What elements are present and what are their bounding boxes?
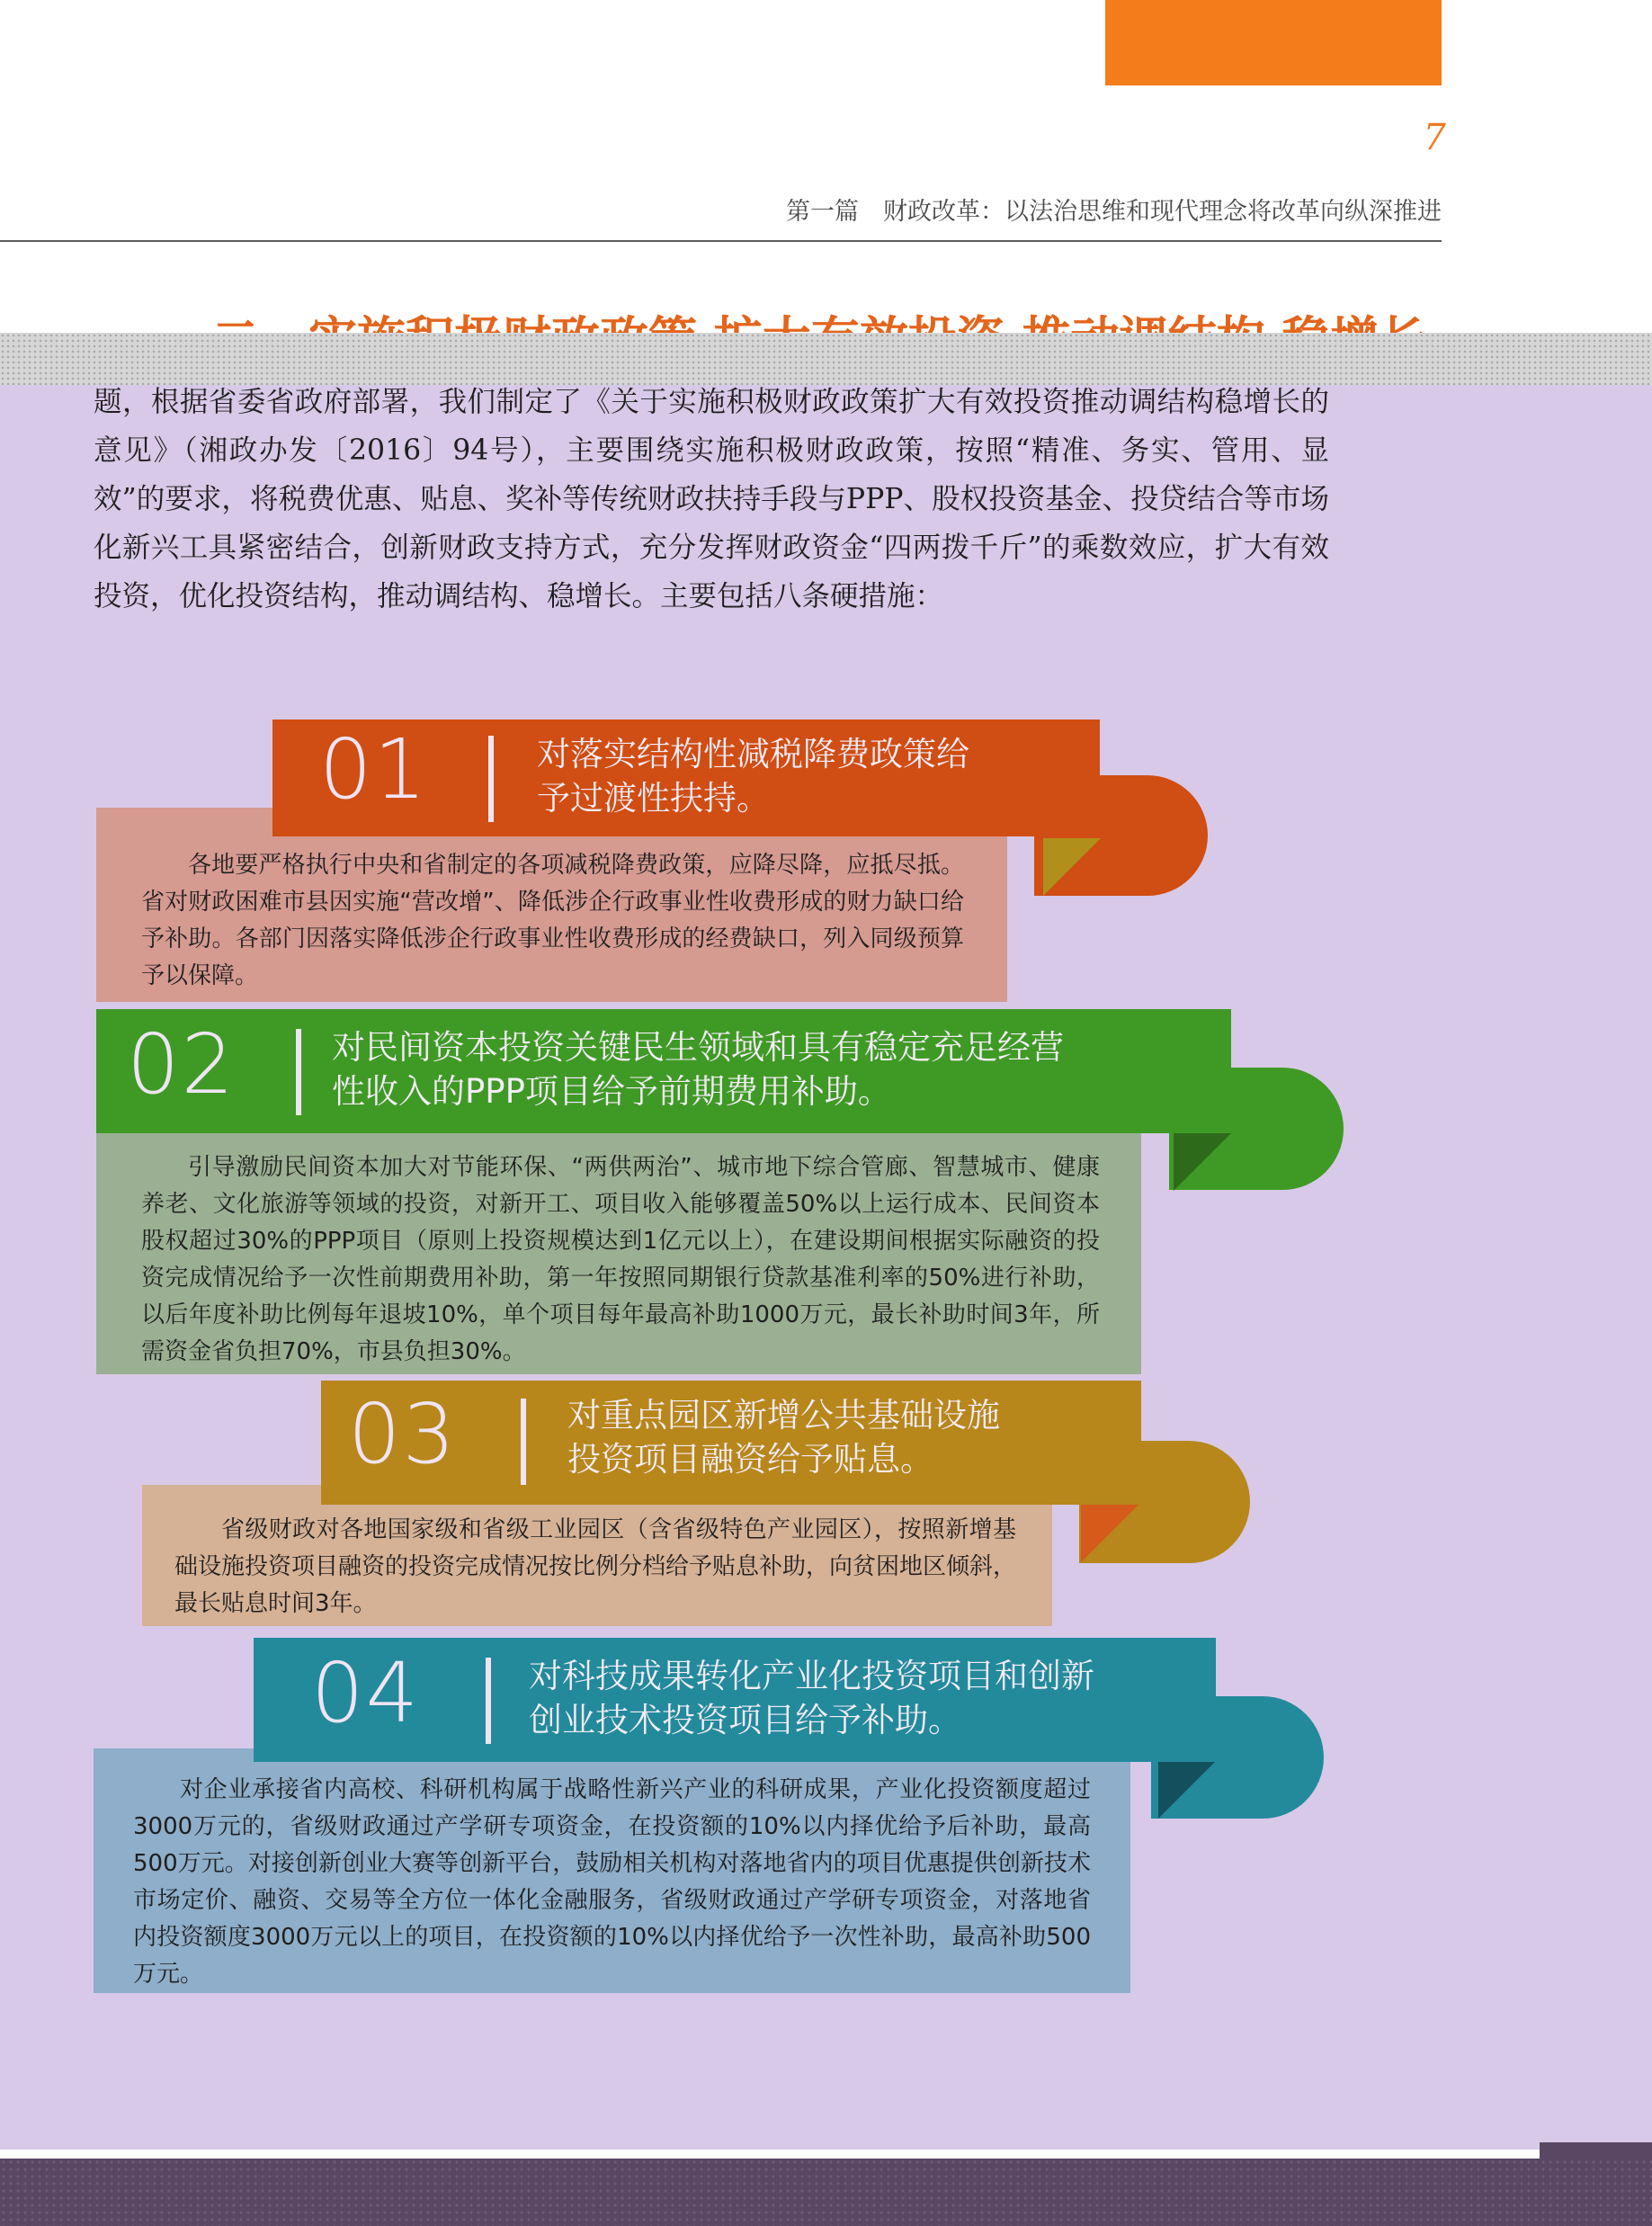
measure-number-04: 04	[311, 1645, 421, 1741]
measure-title-03-line2: 投资项目融资给予贴息。	[567, 1440, 933, 1479]
measure-number-01: 01	[319, 721, 429, 818]
measure-title-03-line1: 对重点园区新增公共基础设施	[567, 1396, 1000, 1435]
measure-text-03: 省级财政对各地国家级和省级工业园区（含省级特色产业园区），按照新增基础设施投资项目融资的投资完成情况按比例分档给予贴息补助，向贫困地区倾斜，最长贴息时间3年。	[174, 1516, 1017, 1617]
chapter-header: 第一篇 财政改革：以法治思维和现代理念将改革向纵深推进	[786, 198, 1442, 226]
measure-number-03: 03	[348, 1386, 458, 1482]
measure-body-01	[96, 808, 1007, 1002]
measure-title-04-line1: 对科技成果转化产业化投资项目和创新	[529, 1657, 1094, 1695]
measure-ribbon-02	[96, 1009, 1231, 1133]
page-number: 7	[1423, 117, 1446, 158]
header-divider	[0, 240, 1442, 242]
measure-title-01-line1: 对落实结构性减税降费政策给	[537, 735, 969, 773]
ribbon-fold-02	[1174, 1133, 1231, 1191]
measure-title-04-line2: 创业技术投资项目给予补助。	[529, 1701, 961, 1739]
measure-title-01-line2: 予过渡性扶持。	[537, 779, 770, 818]
measure-ribbon-03	[321, 1381, 1141, 1505]
measure-text-04: 对企业承接省内高校、科研机构属于战略性新兴产业的科研成果，产业化投资额度超过3000万元的，省级财政通过产学研专项资金，在投资额的10%以内择优给予后补助，最高500万元。对接创新创业大赛等创新平台，鼓励相关机构对落地省内的项目优惠提供创新技术市场定价、融资、交易等全方位一体化金融服务，省级财政通过产学研专项资金，对落地省内投资额度3000万元以上的项目，在投资额的10%以内择优给予一次性补助，最高补助500万元。	[133, 1776, 1091, 1988]
ribbon-divider-04	[486, 1658, 491, 1744]
measure-title-02-line2: 性收入的PPP项目给予前期费用补助。	[332, 1072, 891, 1111]
measure-ribbon-01	[272, 720, 1100, 836]
measure-body-03	[142, 1485, 1052, 1626]
ribbon-fold-03	[1081, 1505, 1139, 1562]
footer-band	[0, 2159, 1652, 2226]
measure-text-01: 各地要严格执行中央和省制定的各项减税降费政策，应降尽降，应抵尽抵。省对财政困难市县因实施“营改增”、降低涉企行政事业性收费形成的财力缺口给予补助。各部门因落实降低涉企行政事业性收费形成的经费缺口，列入同级预算予以保障。	[141, 852, 964, 989]
measure-ribbon-04	[254, 1638, 1216, 1762]
measure-text-02: 引导激励民间资本加大对节能环保、“两供两治”、城市地下综合管廊、智慧城市、健康养老、文化旅游等领域的投资，对新开工、项目收入能够覆盖50%以上运行成本、民间资本股权超过30%的PPP项目（原则上投资规模达到1亿元以上），在建设期间根据实际融资的投资完成情况给予一次性前期费用补助，第一年按照同期银行贷款基准利率的50%进行补助，以后年度补助比例每年退坡10%，单个项目每年最高补助1000万元，最长补助时间3年，所需资金省负担70%，市县负担30%。	[141, 1154, 1100, 1365]
ribbon-fold-04	[1158, 1761, 1216, 1819]
ribbon-fold-01	[1043, 838, 1101, 896]
ribbon-divider-01	[488, 736, 494, 822]
header-accent-block	[1105, 0, 1442, 85]
ribbon-divider-02	[296, 1029, 301, 1115]
measure-body-02	[96, 1133, 1141, 1374]
measure-body-04	[94, 1748, 1130, 1993]
footer-notch	[1540, 2142, 1652, 2160]
measure-number-02: 02	[127, 1016, 237, 1113]
ribbon-divider-03	[521, 1399, 526, 1485]
intro-paragraph: 题，根据省委省政府部署，我们制定了《关于实施积极财政政策扩大有效投资推动调结构稳增长的意见》（湘政办发〔2016〕94号），主要围绕实施积极财政政策，按照“精准、务实、管用、显效”的要求，将税费优惠、贴息、奖补等传统财政扶持手段与PPP、股权投资基金、投贷结合等市场化新兴工具紧密结合，创新财政支持方式，充分发挥财政资金“四两拨千斤”的乘数效应，扩大有效投资，优化投资结构，推动调结构、稳增长。主要包括八条硬措施：	[94, 386, 1329, 612]
measure-title-02-line1: 对民间资本投资关键民生领域和具有稳定充足经营	[332, 1028, 1064, 1067]
